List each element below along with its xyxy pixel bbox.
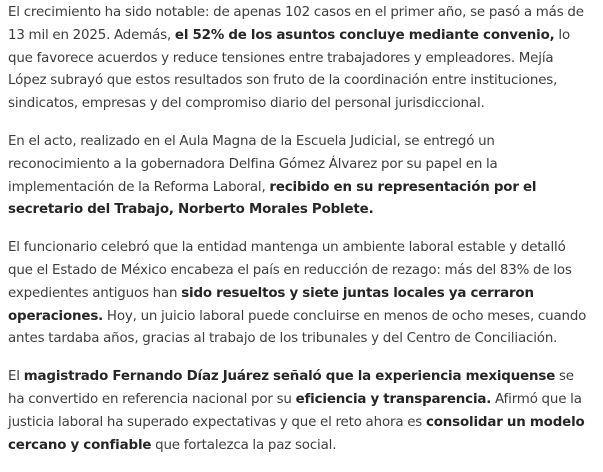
highlight-convenio: el 52% de los asuntos concluye mediante convenio, <box>174 27 555 43</box>
text-segment: El crecimiento ha sido notable: de apenas 102 casos en el primer año, se pasó a más de 13 mil en 2025. Además, <box>8 5 584 43</box>
text-segment: se ha convertido en referencia nacional por su <box>8 369 574 407</box>
paragraph-recognition <box>8 131 594 222</box>
highlight-modelo: consolidar un modelo cercano y confiable <box>8 414 585 453</box>
paragraph-growth <box>8 2 594 116</box>
text-segment: El funcionario celebró que la entidad mantenga un ambiente laboral estable y detalló que el Estado de México encabeza el país en reducción de rezago: más del 83% de los expedientes antiguos han <box>8 240 572 301</box>
paragraph-rezago <box>8 237 594 351</box>
text-segment: En el acto, realizado en el Aula Magna de la Escuela Judicial, se entregó un reconocimiento a la gobernadora Delfina Gómez Álvarez por su papel en la implementación de la Reforma Laboral, <box>8 133 498 195</box>
paragraph-magistrado <box>8 366 594 457</box>
text-segment: Afirmó que la justicia laboral ha superado expectativas y que el reto ahora es <box>8 391 582 430</box>
article-body <box>8 2 594 472</box>
highlight-eficiencia: eficiencia y transparencia. <box>295 391 492 407</box>
text-segment: El <box>8 369 24 385</box>
highlight-secretario: recibido en su representación por el secretario del Trabajo, Norberto Morales Poblete. <box>8 179 537 218</box>
highlight-juntas: sido resueltos y siete juntas locales ya cerraron operaciones. <box>8 285 534 324</box>
text-segment: Hoy, un juicio laboral puede concluirse en menos de ocho meses, cuando antes tardaba años, gracias al trabajo de los tribunales y del Centro de Conciliación. <box>8 308 587 347</box>
text-segment: lo que favorece acuerdos y reduce tensiones entre trabajadores y empleadores. Mejía López subrayó que estos resultados son fruto de la coordinación entre instituciones, sindicatos, empresas y del compromiso diario del personal jurisdiccional. <box>8 27 571 112</box>
highlight-magistrado: magistrado Fernando Díaz Juárez señaló que la experiencia mexiquense <box>23 369 556 385</box>
text-segment: que fortalezca la paz social. <box>151 437 337 453</box>
